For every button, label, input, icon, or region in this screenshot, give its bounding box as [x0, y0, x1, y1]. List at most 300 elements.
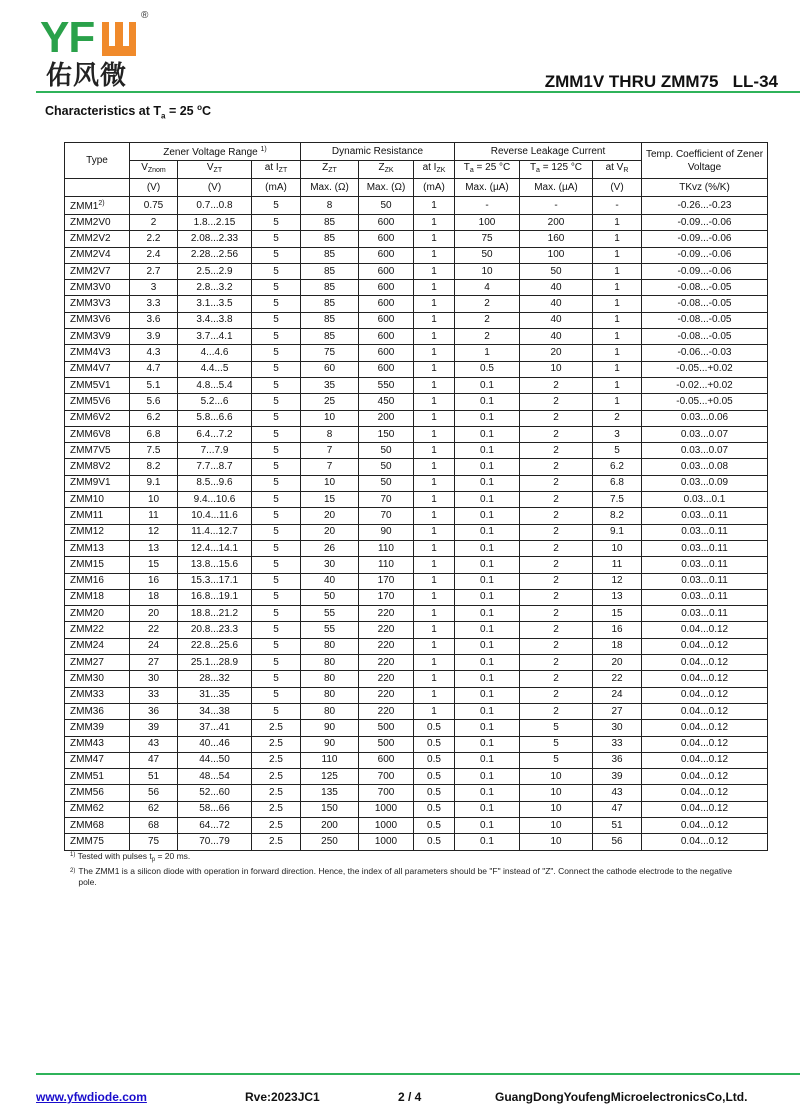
cell-zzk: 600	[359, 231, 414, 247]
cell-ir125: 2	[520, 540, 593, 556]
cell-vznom: 47	[130, 752, 178, 768]
cell-izt: 5	[252, 492, 301, 508]
param-main: V	[206, 162, 214, 173]
cell-vr: 6.2	[593, 459, 642, 475]
type-label: ZMM3V3	[70, 298, 111, 310]
cell-izk: 1	[414, 492, 455, 508]
param-sub: ZT	[328, 167, 337, 174]
cell-zzt: 7	[301, 459, 359, 475]
cell-tk: 0.03...0.08	[642, 459, 768, 475]
type-label: ZMM56	[70, 787, 104, 799]
page-number: 2 / 4	[398, 1090, 422, 1104]
cell-ir125: 2	[520, 557, 593, 573]
cell-ir125: 10	[520, 361, 593, 377]
cell-vzt: 15.3...17.1	[178, 573, 252, 589]
cell-vznom: 0.75	[130, 197, 178, 215]
cell-zzk: 600	[359, 215, 414, 231]
header-divider	[36, 91, 800, 93]
cell-ir25: 0.1	[455, 377, 520, 393]
company-logo	[40, 10, 150, 90]
cell-vzt: 40...46	[178, 736, 252, 752]
cell-tk: 0.03...0.09	[642, 475, 768, 491]
cell-tk: 0.04...0.12	[642, 622, 768, 638]
table-row	[65, 329, 768, 345]
company-name: GuangDongYoufengMicroelectronicsCo,Ltd.	[495, 1090, 748, 1104]
type-label: ZMM9V1	[70, 477, 111, 489]
type-label: ZMM2V7	[70, 265, 111, 277]
cell-vr: 1	[593, 312, 642, 328]
cell-vr: 1	[593, 361, 642, 377]
cell-ir125: 20	[520, 345, 593, 361]
cell-ir25: 0.1	[455, 443, 520, 459]
type-label: ZMM30	[70, 672, 104, 684]
cell-zzt: 85	[301, 263, 359, 279]
cell-type	[65, 622, 130, 638]
cell-tk: -0.05...+0.02	[642, 361, 768, 377]
cell-vr: 1	[593, 394, 642, 410]
cell-ir125: 2	[520, 475, 593, 491]
cell-izk: 1	[414, 606, 455, 622]
type-label: ZMM3V6	[70, 314, 111, 326]
type-label: ZMM43	[70, 738, 104, 750]
cell-ir125: 2	[520, 638, 593, 654]
document-title: ZMM1V THRU ZMM75 LL-34	[544, 72, 778, 91]
cell-zzt: 85	[301, 280, 359, 296]
cell-tk: 0.03...0.1	[642, 492, 768, 508]
type-label: ZMM5V6	[70, 395, 111, 407]
cell-type	[65, 655, 130, 671]
cell-izk: 1	[414, 655, 455, 671]
cell-zzk: 600	[359, 329, 414, 345]
cell-vznom: 9.1	[130, 475, 178, 491]
cell-ir125: 2	[520, 508, 593, 524]
cell-izt: 5	[252, 687, 301, 703]
cell-vr: 1	[593, 247, 642, 263]
param-main: at V	[605, 162, 624, 173]
cell-vzt: 2.28...2.56	[178, 247, 252, 263]
table-row	[65, 540, 768, 556]
cell-type	[65, 394, 130, 410]
param-main: at I	[422, 162, 437, 173]
cell-ir125: 2	[520, 426, 593, 442]
cell-zzk: 600	[359, 296, 414, 312]
cell-ir25: 1	[455, 345, 520, 361]
table-row	[65, 361, 768, 377]
cell-zzt: 7	[301, 443, 359, 459]
table-row	[65, 524, 768, 540]
cell-tk: -0.09...-0.06	[642, 263, 768, 279]
footnote-text-post: = 20 ms.	[155, 851, 191, 861]
cell-type	[65, 540, 130, 556]
unit-cell: (V)	[178, 179, 252, 197]
cell-tk: 0.04...0.12	[642, 736, 768, 752]
type-label: ZMM13	[70, 542, 104, 554]
cell-vr: 8.2	[593, 508, 642, 524]
cell-vznom: 2.7	[130, 263, 178, 279]
cell-tk: -0.08...-0.05	[642, 280, 768, 296]
type-label: ZMM33	[70, 689, 104, 701]
cell-zzk: 600	[359, 361, 414, 377]
cell-ir125: 10	[520, 834, 593, 850]
cell-izt: 2.5	[252, 736, 301, 752]
type-label: ZMM4V7	[70, 363, 111, 375]
cell-type	[65, 329, 130, 345]
cell-zzk: 600	[359, 312, 414, 328]
cell-izt: 2.5	[252, 769, 301, 785]
cell-ir25: 0.1	[455, 557, 520, 573]
cell-vr: 10	[593, 540, 642, 556]
cell-vr: 1	[593, 296, 642, 312]
cell-izt: 2.5	[252, 801, 301, 817]
cell-vzt: 1.8...2.15	[178, 215, 252, 231]
cell-tk: 0.04...0.12	[642, 801, 768, 817]
cell-vznom: 56	[130, 785, 178, 801]
type-label: ZMM12	[70, 526, 104, 538]
cell-izk: 1	[414, 296, 455, 312]
cell-ir125: 2	[520, 703, 593, 719]
cell-type	[65, 443, 130, 459]
cell-vr: 43	[593, 785, 642, 801]
cell-ir125: 40	[520, 296, 593, 312]
cell-izk: 1	[414, 410, 455, 426]
cell-ir25: 75	[455, 231, 520, 247]
param-main: V	[141, 162, 148, 173]
cell-ir25: 0.1	[455, 752, 520, 768]
cell-type	[65, 492, 130, 508]
cell-zzk: 220	[359, 655, 414, 671]
param-sub: a	[469, 167, 474, 174]
cell-izk: 1	[414, 573, 455, 589]
cell-type	[65, 377, 130, 393]
param-post: = 25 °C	[473, 162, 511, 173]
cell-zzk: 220	[359, 671, 414, 687]
cell-tk: 0.04...0.12	[642, 752, 768, 768]
type-label: ZMM2V0	[70, 216, 111, 228]
cell-ir25: 0.1	[455, 622, 520, 638]
param-sub: ZT	[278, 167, 288, 174]
table-row	[65, 736, 768, 752]
cell-zzk: 600	[359, 263, 414, 279]
table-row	[65, 475, 768, 491]
cell-ir25: -	[455, 197, 520, 215]
cell-vzt: 20.8...23.3	[178, 622, 252, 638]
cell-ir125: 2	[520, 394, 593, 410]
cell-type	[65, 817, 130, 833]
cell-vznom: 33	[130, 687, 178, 703]
table-row	[65, 280, 768, 296]
table-row	[65, 720, 768, 736]
cell-vznom: 16	[130, 573, 178, 589]
cell-tk: 0.04...0.12	[642, 671, 768, 687]
group-dynamic-resistance: Dynamic Resistance	[301, 143, 455, 161]
cell-vznom: 3.6	[130, 312, 178, 328]
cell-vr: -	[593, 197, 642, 215]
cell-tk: 0.04...0.12	[642, 817, 768, 833]
cell-ir125: 2	[520, 606, 593, 622]
cell-zzt: 150	[301, 801, 359, 817]
cell-tk: -0.26...-0.23	[642, 197, 768, 215]
cell-ir125: 2	[520, 459, 593, 475]
table-row	[65, 215, 768, 231]
unit-cell: Max. (µA)	[520, 179, 593, 197]
cell-vznom: 6.2	[130, 410, 178, 426]
cell-ir25: 0.1	[455, 736, 520, 752]
table-row	[65, 557, 768, 573]
cell-ir125: 2	[520, 589, 593, 605]
cell-izt: 2.5	[252, 817, 301, 833]
unit-cell: Max. (Ω)	[301, 179, 359, 197]
cell-vzt: 52...60	[178, 785, 252, 801]
col-zzt	[301, 161, 359, 179]
cell-type	[65, 475, 130, 491]
cell-izt: 5	[252, 296, 301, 312]
cell-zzt: 90	[301, 736, 359, 752]
cell-zzk: 220	[359, 638, 414, 654]
cell-ir25: 2	[455, 296, 520, 312]
cell-ir25: 4	[455, 280, 520, 296]
cell-type	[65, 524, 130, 540]
group-temp-coefficient: Temp. Coefficient of Zener Voltage	[642, 143, 768, 179]
param-main: at I	[264, 162, 279, 173]
cell-type	[65, 215, 130, 231]
cell-vznom: 24	[130, 638, 178, 654]
table-row	[65, 785, 768, 801]
cell-vzt: 9.4...10.6	[178, 492, 252, 508]
cell-tk: -0.02...+0.02	[642, 377, 768, 393]
cell-izk: 1	[414, 361, 455, 377]
type-label: ZMM1	[70, 201, 99, 212]
cell-vr: 16	[593, 622, 642, 638]
cell-vr: 5	[593, 443, 642, 459]
cell-vr: 6.8	[593, 475, 642, 491]
table-row	[65, 459, 768, 475]
cell-izk: 1	[414, 197, 455, 215]
cell-zzk: 600	[359, 280, 414, 296]
cell-vznom: 3.3	[130, 296, 178, 312]
cell-ir25: 0.1	[455, 769, 520, 785]
cell-tk: -0.08...-0.05	[642, 329, 768, 345]
cell-izt: 5	[252, 312, 301, 328]
cell-izk: 1	[414, 540, 455, 556]
cell-tk: 0.03...0.11	[642, 508, 768, 524]
cell-type	[65, 557, 130, 573]
cell-vzt: 22.8...25.6	[178, 638, 252, 654]
cell-type	[65, 769, 130, 785]
cell-izt: 5	[252, 247, 301, 263]
cell-type	[65, 785, 130, 801]
cell-vzt: 2.8...3.2	[178, 280, 252, 296]
logo-chinese-name: 佑风微	[46, 61, 128, 91]
cell-vzt: 0.7...0.8	[178, 197, 252, 215]
cell-vr: 1	[593, 215, 642, 231]
cell-zzt: 30	[301, 557, 359, 573]
cell-izt: 5	[252, 540, 301, 556]
cell-vr: 15	[593, 606, 642, 622]
cell-ir125: 40	[520, 329, 593, 345]
cell-vzt: 5.8...6.6	[178, 410, 252, 426]
cell-type	[65, 606, 130, 622]
col-vznom	[130, 161, 178, 179]
cell-zzt: 125	[301, 769, 359, 785]
cell-vzt: 34...38	[178, 703, 252, 719]
cell-izt: 5	[252, 703, 301, 719]
cell-vzt: 4...4.6	[178, 345, 252, 361]
cell-vr: 1	[593, 377, 642, 393]
group-zener-label: Zener Voltage Range	[163, 147, 258, 158]
cell-tk: -0.08...-0.05	[642, 296, 768, 312]
cell-zzk: 500	[359, 736, 414, 752]
cell-type	[65, 703, 130, 719]
col-izk	[414, 161, 455, 179]
cell-vznom: 4.3	[130, 345, 178, 361]
cell-zzt: 250	[301, 834, 359, 850]
cell-vznom: 39	[130, 720, 178, 736]
cell-vzt: 12.4...14.1	[178, 540, 252, 556]
cell-ir25: 0.1	[455, 606, 520, 622]
cell-ir25: 0.1	[455, 655, 520, 671]
registered-mark: ®	[141, 10, 149, 21]
cell-izk: 1	[414, 638, 455, 654]
cell-zzt: 110	[301, 752, 359, 768]
cell-zzk: 1000	[359, 817, 414, 833]
logo-w-mark-icon	[102, 22, 136, 56]
cell-zzk: 50	[359, 475, 414, 491]
cell-vzt: 7.7...8.7	[178, 459, 252, 475]
cell-ir25: 0.1	[455, 475, 520, 491]
cell-ir125: 40	[520, 280, 593, 296]
footnote-ref: 1)	[260, 146, 267, 153]
subtitle-degree: o	[197, 103, 202, 112]
cell-vznom: 5.6	[130, 394, 178, 410]
type-label: ZMM51	[70, 770, 104, 782]
cell-izt: 5	[252, 524, 301, 540]
cell-zzk: 600	[359, 345, 414, 361]
type-label: ZMM8V2	[70, 461, 111, 473]
characteristics-table	[64, 142, 768, 851]
cell-type	[65, 736, 130, 752]
cell-vzt: 4.4...5	[178, 361, 252, 377]
cell-izk: 1	[414, 508, 455, 524]
table-body	[65, 197, 768, 851]
cell-zzt: 20	[301, 508, 359, 524]
cell-izt: 2.5	[252, 720, 301, 736]
cell-zzk: 450	[359, 394, 414, 410]
cell-izt: 5	[252, 197, 301, 215]
table-row	[65, 247, 768, 263]
cell-tk: 0.03...0.11	[642, 589, 768, 605]
cell-vznom: 20	[130, 606, 178, 622]
cell-ir25: 2	[455, 329, 520, 345]
cell-zzt: 40	[301, 573, 359, 589]
cell-vznom: 6.8	[130, 426, 178, 442]
cell-vzt: 8.5...9.6	[178, 475, 252, 491]
cell-izk: 0.5	[414, 817, 455, 833]
type-label: ZMM20	[70, 607, 104, 619]
type-label: ZMM24	[70, 640, 104, 652]
table-row	[65, 752, 768, 768]
table-row	[65, 345, 768, 361]
cell-vzt: 25.1...28.9	[178, 655, 252, 671]
cell-vr: 3	[593, 426, 642, 442]
cell-vznom: 18	[130, 589, 178, 605]
website-link[interactable]: www.yfwdiode.com	[36, 1090, 147, 1104]
cell-type	[65, 197, 130, 215]
cell-izk: 1	[414, 475, 455, 491]
cell-vznom: 2.2	[130, 231, 178, 247]
cell-zzk: 220	[359, 687, 414, 703]
unit-cell: Max. (µA)	[455, 179, 520, 197]
cell-tk: 0.03...0.07	[642, 426, 768, 442]
cell-ir25: 0.1	[455, 671, 520, 687]
subtitle-text: Characteristics at T	[45, 104, 162, 119]
cell-ir25: 0.1	[455, 801, 520, 817]
cell-vznom: 7.5	[130, 443, 178, 459]
cell-vzt: 5.2...6	[178, 394, 252, 410]
cell-type	[65, 671, 130, 687]
logo-letters: YF	[40, 13, 95, 62]
cell-zzt: 25	[301, 394, 359, 410]
cell-zzk: 170	[359, 573, 414, 589]
cell-vznom: 2.4	[130, 247, 178, 263]
cell-zzt: 26	[301, 540, 359, 556]
table-row	[65, 655, 768, 671]
cell-ir125: 5	[520, 720, 593, 736]
cell-vr: 51	[593, 817, 642, 833]
cell-vr: 27	[593, 703, 642, 719]
unit-cell: (mA)	[414, 179, 455, 197]
type-label: ZMM2V4	[70, 249, 111, 261]
footnote-2	[70, 866, 750, 888]
table-row	[65, 410, 768, 426]
cell-zzt: 85	[301, 296, 359, 312]
cell-zzk: 700	[359, 785, 414, 801]
cell-vzt: 70...79	[178, 834, 252, 850]
cell-izk: 1	[414, 263, 455, 279]
col-izt	[252, 161, 301, 179]
param-sub: Znom	[147, 167, 166, 174]
cell-izk: 0.5	[414, 752, 455, 768]
cell-ir125: 5	[520, 752, 593, 768]
param-main: T	[463, 162, 470, 173]
cell-izk: 1	[414, 329, 455, 345]
cell-vr: 33	[593, 736, 642, 752]
cell-vr: 22	[593, 671, 642, 687]
cell-zzk: 600	[359, 247, 414, 263]
cell-izt: 5	[252, 671, 301, 687]
type-label: ZMM15	[70, 558, 104, 570]
cell-zzt: 80	[301, 655, 359, 671]
param-sub: ZT	[213, 167, 223, 174]
cell-izt: 5	[252, 215, 301, 231]
cell-tk: 0.03...0.11	[642, 540, 768, 556]
cell-zzk: 170	[359, 589, 414, 605]
cell-vzt: 10.4...11.6	[178, 508, 252, 524]
cell-type	[65, 687, 130, 703]
cell-vznom: 5.1	[130, 377, 178, 393]
subtitle-unit: C	[202, 104, 212, 119]
footnote-mark: 2)	[70, 868, 76, 874]
cell-tk: -0.06...-0.03	[642, 345, 768, 361]
footer-divider	[36, 1073, 800, 1075]
col-zzk	[359, 161, 414, 179]
unit-cell: (V)	[130, 179, 178, 197]
cell-type	[65, 280, 130, 296]
type-label: ZMM2V2	[70, 232, 111, 244]
cell-vznom: 36	[130, 703, 178, 719]
cell-izt: 5	[252, 263, 301, 279]
cell-izk: 1	[414, 589, 455, 605]
cell-zzk: 70	[359, 508, 414, 524]
